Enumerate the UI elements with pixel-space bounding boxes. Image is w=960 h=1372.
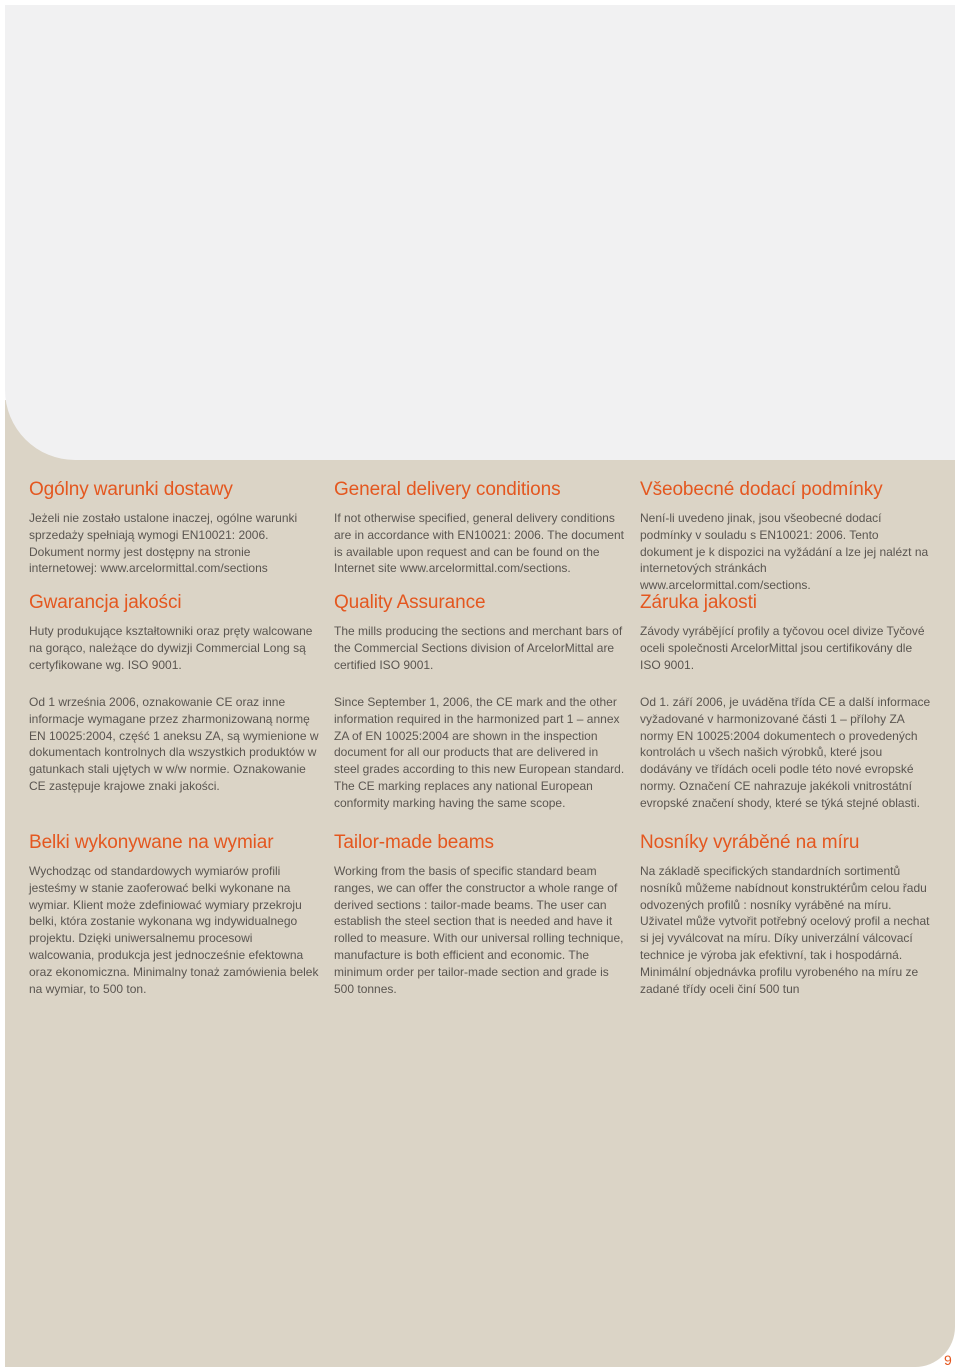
delivery-section bbox=[29, 478, 321, 577]
delivery-text: Jeżeli nie zostało ustalone inaczej, ogólne warunki sprzedaży spełniają wymogi EN10021: 2006. Dokument normy jest dostępny na stronie internetowej: www.arcelormittal.com/sections bbox=[29, 511, 298, 576]
beams-heading: Belki wykonywane na wymiar bbox=[29, 832, 274, 853]
beams-section bbox=[29, 831, 321, 997]
quality-text: The mills producing the sections and merchant bars of the Commercial Sections division of ArcelorMittal are certified ISO 9001. bbox=[334, 624, 623, 672]
ce-text: Od 1 września 2006, oznakowanie CE oraz inne informacje wymagane przez zharmonizowaną normę EN 10025:2004, część 1 aneksu ZA, są wymienione w dokumentach kontrolnych dla wszystkich produktów w gatunkach stali ujętych w w/w normie. Oznakowanie CE zastępuje krajowe znaki jakości. bbox=[29, 695, 319, 793]
top-blank-panel bbox=[5, 5, 955, 460]
delivery-text: If not otherwise specified, general delivery conditions are in accordance with EN10021: 2006. The document is available upon request and can be found on the Internet site www.arcelormittal.com/sections. bbox=[334, 511, 624, 576]
quality-section bbox=[29, 591, 321, 673]
quality-heading: Gwarancja jakości bbox=[29, 592, 182, 613]
delivery-section bbox=[640, 478, 932, 594]
quality-heading: Quality Assurance bbox=[334, 592, 486, 613]
beams-section bbox=[640, 831, 932, 997]
quality-text: Závody vyrábějící profily a tyčovou ocel divize Tyčové oceli společnosti ArcelorMittal jsou certifikovány dle ISO 9001. bbox=[640, 624, 925, 672]
ce-text: Od 1. září 2006, je uváděna třída CE a další informace vyžadované v harmonizované části 1 – přílohy ZA normy EN 10025:2004 dokumentech o provedených kontrolách u všech našich výrobků, které jsou dodávány ve třídách oceli podle této nové evropské normy. Označení CE nahrazuje jakékoli vnitrostátní evropské značení shody, které se týká stejné oblasti. bbox=[640, 695, 931, 810]
beams-heading: Nosníky vyráběné na míru bbox=[640, 832, 860, 853]
ce-section bbox=[640, 694, 932, 812]
beams-text: Na základě specifických standardních sortimentů nosníků můžeme nabídnout konstruktérům celou řadu odvozených profilů : nosníky vyráběné na míru. Uživatel může vytvořit potřebný ocelový profil a nechat si jej vyválcovat na míru. Díky univerzální válcovací technice je výroba jak efektivní, tak i hospodárná. Minimální objednávka profilu vyrobeného na míru ze zadané třídy oceli činí 500 tun bbox=[640, 864, 930, 996]
beams-text: Wychodząc od standardowych wymiarów profili jesteśmy w stanie zaoferować belki wykonane na wymiar. Klient może zdefiniować wymiary przekroju belki, która zostanie wykonana wg indywidualnego projektu. Dzięki uniwersalnemu procesowi walcowania, produkcja jest jednocześnie efektowna oraz ekonomiczna. Minimalny tonaż zamówienia belek na wymiar, to 500 ton. bbox=[29, 864, 319, 996]
beams-section bbox=[334, 831, 626, 997]
beams-text: Working from the basis of specific standard beam ranges, we can offer the constructor a whole range of derived sections : tailor-made beams. The user can establish the steel section that is needed and have it rolled to measure. With our universal rolling technique, manufacture is both efficient and economic. The minimum order per tailor-made section and grade is 500 tonnes. bbox=[334, 864, 624, 996]
delivery-heading: Všeobecné dodací podmínky bbox=[640, 479, 883, 500]
delivery-heading: Ogólny warunki dostawy bbox=[29, 479, 233, 500]
beams-heading: Tailor-made beams bbox=[334, 832, 494, 853]
delivery-text: Není-li uvedeno jinak, jsou všeobecné dodací podmínky v souladu s EN10021: 2006. Tento dokument je k dispozici na vyžádání a lze jej nalézt na internetových stránkách www.arcelormittal.com/sections. bbox=[640, 511, 929, 593]
ce-section bbox=[334, 694, 626, 812]
ce-section bbox=[29, 694, 321, 795]
quality-text: Huty produkujące kształtowniki oraz pręty walcowane na gorąco, należące do dywizji Commercial Long są certyfikowane wg. ISO 9001. bbox=[29, 624, 313, 672]
quality-section bbox=[334, 591, 626, 673]
delivery-heading: General delivery conditions bbox=[334, 479, 561, 500]
delivery-section bbox=[334, 478, 626, 577]
quality-heading: Záruka jakosti bbox=[640, 592, 757, 613]
quality-section bbox=[640, 591, 932, 673]
ce-text: Since September 1, 2006, the CE mark and the other information required in the harmonized part 1 – annex ZA of EN 10025:2004 are shown in the inspection document for all our products that are delivered in steel grades according to this new European standard. The CE marking replaces any national European conformity marking having the same scope. bbox=[334, 695, 625, 810]
page-number: 9 bbox=[944, 1352, 952, 1368]
